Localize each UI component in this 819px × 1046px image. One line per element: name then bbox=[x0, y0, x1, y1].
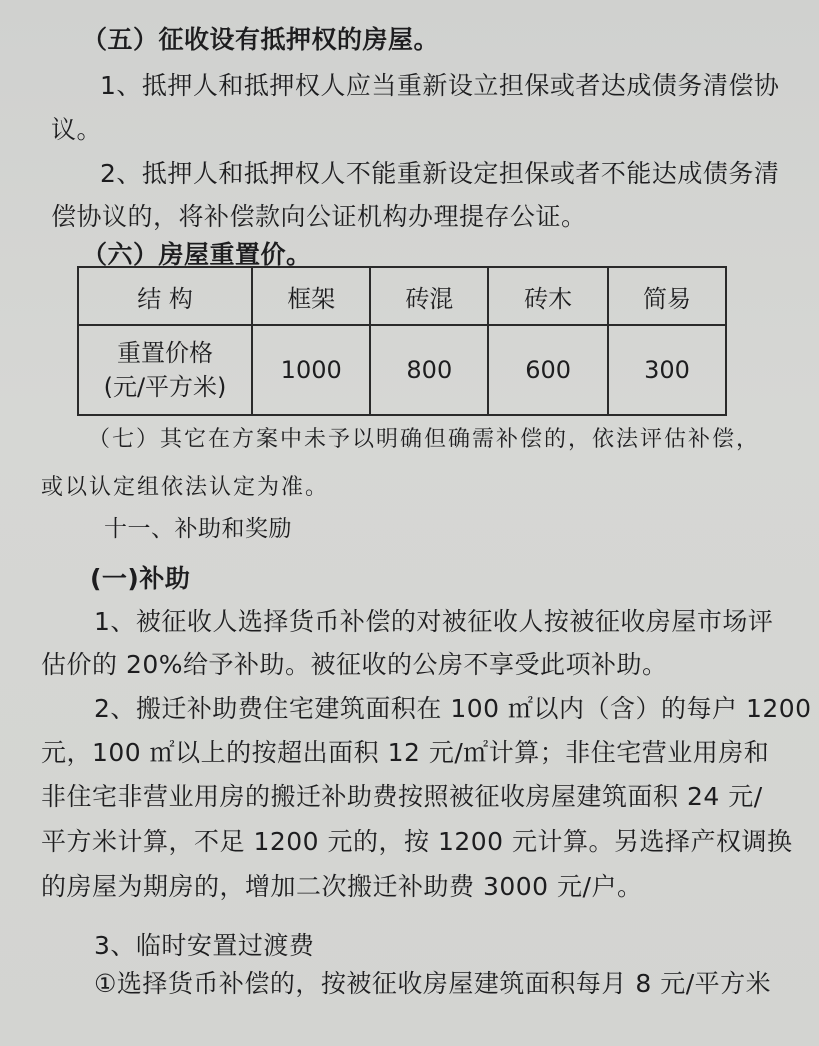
table-cell: 800 bbox=[370, 325, 488, 415]
section-seven-line2: 或以认定组依法认定为准。 bbox=[41, 475, 330, 500]
table-row-label-line2: (元/平方米) bbox=[103, 373, 227, 401]
section-five-item1-line2: 议。 bbox=[51, 115, 103, 144]
subsidy-p1-line1: 1、被征收人选择货币补偿的对被征收人按被征收房屋市场评 bbox=[94, 607, 774, 636]
table-row-label-line1: 重置价格 bbox=[117, 339, 214, 367]
section-five-item2-line1: 2、抵押人和抵押权人不能重新设定担保或者不能达成债务清 bbox=[100, 159, 780, 188]
table-header-cell: 砖木 bbox=[488, 267, 608, 325]
table-cell: 600 bbox=[488, 325, 608, 415]
subsidy-p2-line5: 的房屋为期房的，增加二次搬迁补助费 3000 元/户。 bbox=[41, 872, 643, 901]
subsidy-heading: (一)补助 bbox=[90, 564, 191, 593]
subsidy-p2-line4: 平方米计算，不足 1200 元的，按 1200 元计算。另选择产权调换 bbox=[41, 827, 793, 856]
table-cell: 1000 bbox=[252, 325, 370, 415]
table-cell: 300 bbox=[608, 325, 726, 415]
table-header-cell: 结 构 bbox=[78, 267, 252, 325]
section-five-item2-line2: 偿协议的，将补偿款向公证机构办理提存公证。 bbox=[51, 202, 587, 231]
table-header-cell: 砖混 bbox=[370, 267, 488, 325]
replacement-price-table bbox=[77, 266, 727, 416]
table-row bbox=[78, 325, 726, 415]
section-five-item1-line1: 1、抵押人和抵押权人应当重新设立担保或者达成债务清偿协 bbox=[100, 71, 780, 100]
subsidy-p2-line1: 2、搬迁补助费住宅建筑面积在 100 ㎡以内（含）的每户 1200 bbox=[94, 694, 812, 723]
table-header-cell: 框架 bbox=[252, 267, 370, 325]
subsidy-p3-sub1: ①选择货币补偿的，按被征收房屋建筑面积每月 8 元/平方米 bbox=[94, 969, 772, 998]
section-eleven-heading: 十一、补助和奖励 bbox=[104, 516, 292, 542]
table-row-label bbox=[78, 325, 252, 415]
section-seven-line1: （七）其它在方案中未予以明确但确需补偿的，依法评估补偿， bbox=[88, 427, 761, 452]
section-five-heading: （五）征收设有抵押权的房屋。 bbox=[82, 25, 440, 54]
table-header-row bbox=[78, 267, 726, 325]
subsidy-p3-heading: 3、临时安置过渡费 bbox=[94, 931, 315, 960]
subsidy-p2-line2: 元，100 ㎡以上的按超出面积 12 元/㎡计算；非住宅营业用房和 bbox=[41, 738, 770, 767]
subsidy-p2-line3: 非住宅非营业用房的搬迁补助费按照被征收房屋建筑面积 24 元/ bbox=[41, 782, 763, 811]
section-six-heading: （六）房屋重置价。 bbox=[82, 240, 312, 269]
subsidy-p1-line2: 估价的 20%给予补助。被征收的公房不享受此项补助。 bbox=[41, 650, 668, 679]
table-header-cell: 简易 bbox=[608, 267, 726, 325]
